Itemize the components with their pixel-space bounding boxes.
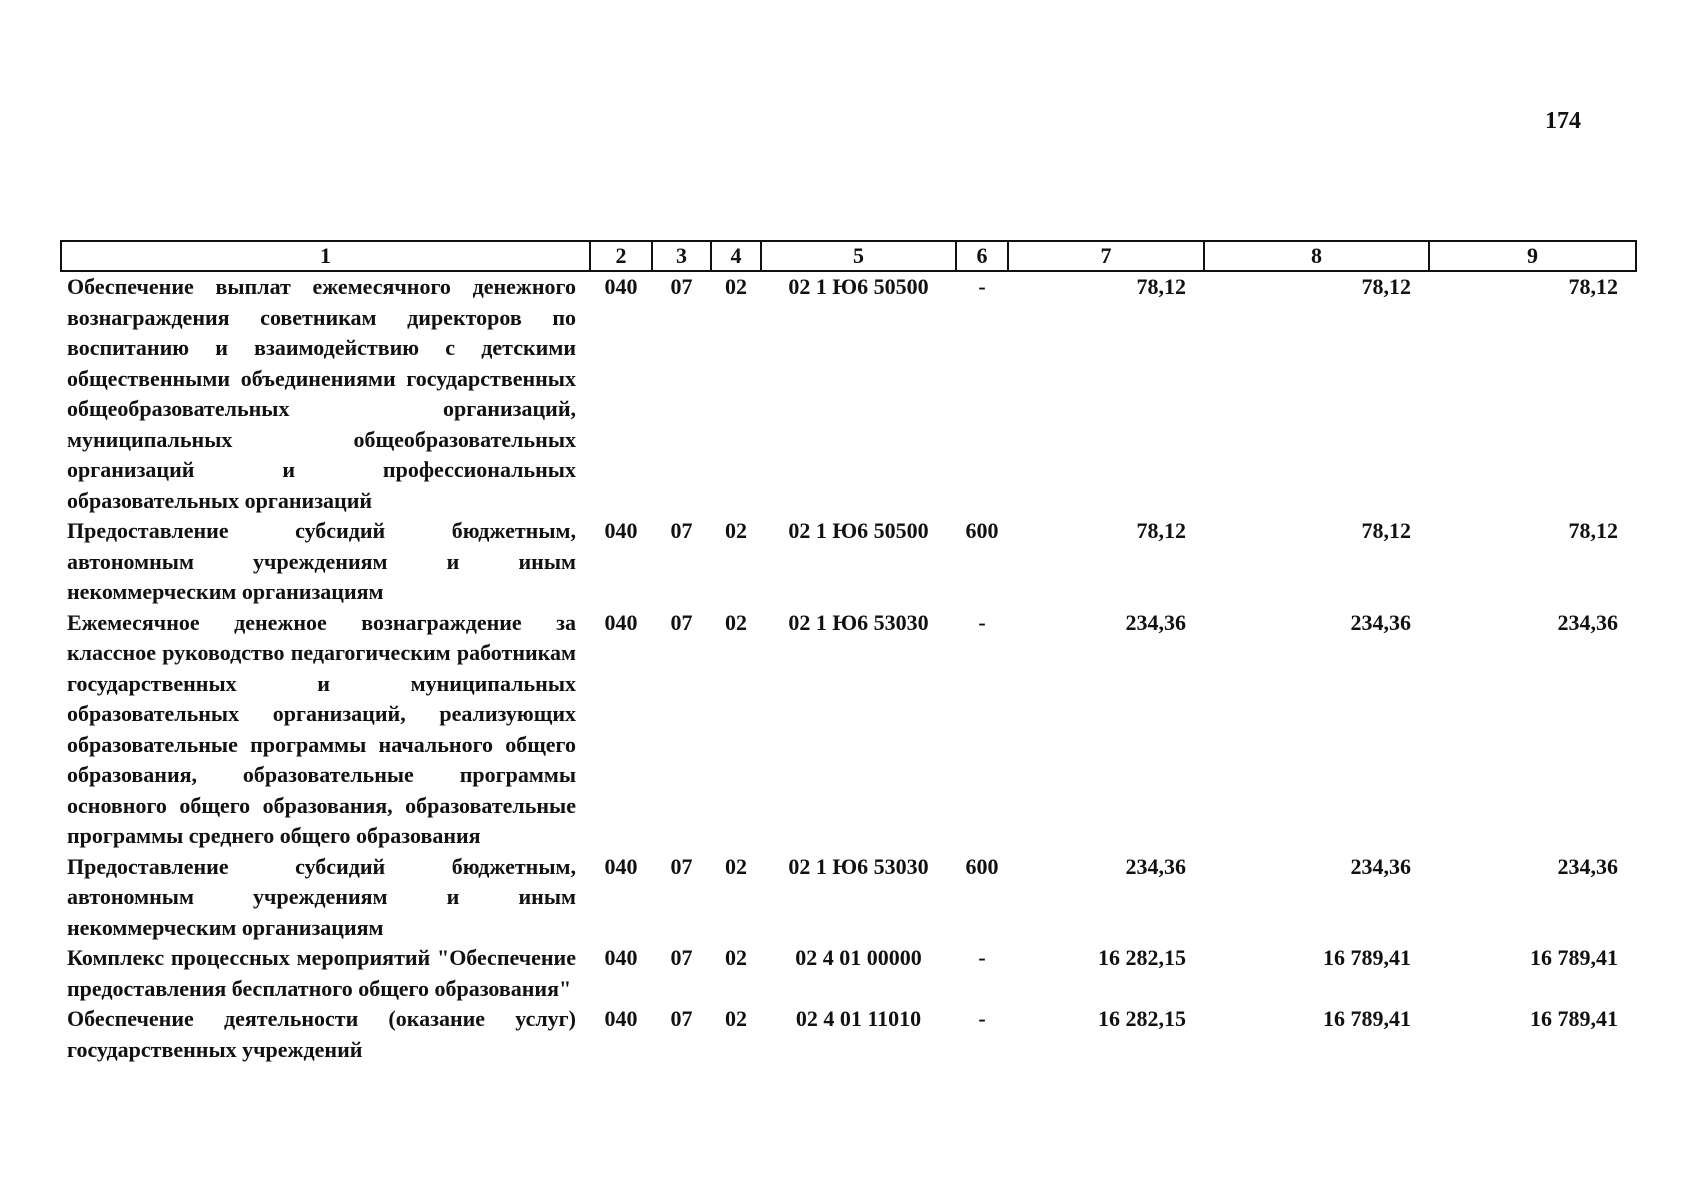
table-row xyxy=(61,852,1636,944)
cell-c4: 02 xyxy=(725,1006,747,1031)
cell-c2: 040 xyxy=(604,518,638,543)
cell-c7: 234,36 xyxy=(1125,609,1186,635)
row-name: Комплекс процессных мероприятий "Обеспечение предоставления бесплатного общего образования" xyxy=(67,945,576,1001)
cell-c4: 02 xyxy=(725,853,747,879)
header-cell: 4 xyxy=(711,241,761,271)
cell-c4: 02 xyxy=(725,274,747,299)
cell-c6: - xyxy=(978,945,986,970)
cell-c6: - xyxy=(978,274,986,299)
cell-c6: - xyxy=(978,1006,986,1031)
row-name: Предоставление субсидий бюджетным, автономным учреждениям и иным некоммерческим организациям xyxy=(67,853,576,940)
header-cell: 5 xyxy=(761,241,956,271)
row-name: Предоставление субсидий бюджетным, автономным учреждениям и иным некоммерческим организациям xyxy=(67,518,576,604)
cell-c6: - xyxy=(978,609,986,635)
cell-c9: 78,12 xyxy=(1568,274,1618,299)
cell-c7: 234,36 xyxy=(1125,853,1186,879)
row-name: Ежемесячное денежное вознаграждение за классное руководство педагогическим работникам государственных и муниципальных образовательных организаций, реализующих образовательные программы начального общего образования, образовательные программы основного общего образования, образовательные программы среднего общего образования xyxy=(67,609,576,848)
header-cell: 7 xyxy=(1008,241,1204,271)
cell-c4: 02 xyxy=(725,609,747,635)
cell-c5: 02 4 01 00000 xyxy=(795,945,922,970)
row-name: Обеспечение деятельности (оказание услуг) государственных учреждений xyxy=(67,1006,576,1062)
cell-c7: 78,12 xyxy=(1136,518,1186,543)
cell-c3: 07 xyxy=(670,274,693,299)
cell-c4: 02 xyxy=(725,518,747,543)
cell-c8: 78,12 xyxy=(1361,274,1411,299)
header-cell: 1 xyxy=(61,241,590,271)
cell-c7: 78,12 xyxy=(1136,274,1186,299)
cell-c9: 234,36 xyxy=(1557,853,1618,879)
cell-c9: 16 789,41 xyxy=(1530,1006,1618,1031)
table-row xyxy=(61,1004,1636,1065)
cell-c8: 16 789,41 xyxy=(1323,945,1411,970)
cell-c5: 02 1 Ю6 50500 xyxy=(788,274,929,299)
cell-c2: 040 xyxy=(604,945,638,970)
cell-c3: 07 xyxy=(670,609,693,635)
cell-c3: 07 xyxy=(670,853,693,879)
row-name: Обеспечение выплат ежемесячного денежного вознаграждения советникам директоров по воспитанию и взаимодействию с детскими общественными объединениями государственных общеобразовательных организаций, муниципальных общеобразовательных организаций и профессиональных образовательных организаций xyxy=(67,274,576,513)
header-cell: 6 xyxy=(956,241,1008,271)
cell-c5: 02 4 01 11010 xyxy=(795,1006,922,1031)
cell-c8: 78,12 xyxy=(1361,518,1411,543)
cell-c2: 040 xyxy=(604,853,638,879)
cell-c9: 234,36 xyxy=(1557,609,1618,635)
cell-c9: 78,12 xyxy=(1568,518,1618,543)
cell-c3: 07 xyxy=(670,518,693,543)
cell-c5: 02 1 Ю6 50500 xyxy=(788,518,929,543)
header-row xyxy=(61,241,1636,271)
table-row xyxy=(61,516,1636,608)
cell-c3: 07 xyxy=(670,945,693,970)
cell-c7: 16 282,15 xyxy=(1098,945,1186,970)
cell-c4: 02 xyxy=(725,945,747,970)
cell-c5: 02 1 Ю6 53030 xyxy=(788,609,929,635)
table-row xyxy=(61,608,1636,852)
cell-c9: 16 789,41 xyxy=(1530,945,1618,970)
page-number: 174 xyxy=(1545,108,1581,134)
cell-c2: 040 xyxy=(604,1006,638,1031)
budget-table xyxy=(60,240,1637,1065)
cell-c6: 600 xyxy=(965,518,999,543)
cell-c8: 234,36 xyxy=(1350,853,1411,879)
cell-c5: 02 1 Ю6 53030 xyxy=(788,853,929,879)
table-row xyxy=(61,271,1636,516)
header-cell: 8 xyxy=(1204,241,1429,271)
cell-c7: 16 282,15 xyxy=(1098,1006,1186,1031)
cell-c2: 040 xyxy=(604,609,638,635)
header-cell: 9 xyxy=(1429,241,1636,271)
cell-c3: 07 xyxy=(670,1006,693,1031)
cell-c8: 16 789,41 xyxy=(1323,1006,1411,1031)
cell-c6: 600 xyxy=(965,853,999,879)
cell-c8: 234,36 xyxy=(1350,609,1411,635)
header-cell: 2 xyxy=(590,241,652,271)
table-row xyxy=(61,943,1636,1004)
cell-c2: 040 xyxy=(604,274,638,299)
header-cell: 3 xyxy=(652,241,711,271)
